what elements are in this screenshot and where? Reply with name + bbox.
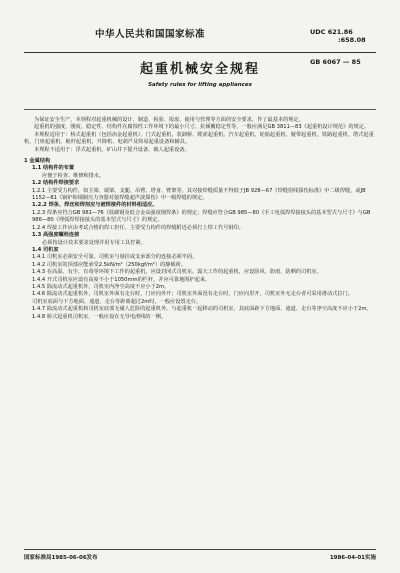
clause-text: 1.4.2 司机室的顶部应能承受2.5kN/m²（250kgf/m²）的静载荷。 xyxy=(32,261,186,268)
intro-paragraph: 为保证安全生产，本规程对起重机械的设计、制造、检验、报废、使用与管理等方面的安全要求，作了最基本的规定。 xyxy=(34,117,304,123)
top-rule xyxy=(24,52,376,53)
udc-code xyxy=(310,28,376,44)
footer-rule xyxy=(24,549,376,550)
clause-text: 1.2.4 焊接工作应由考试合格的焊工担任。主要受力构件的焊缝附近必须打上焊工代号钢印。 xyxy=(32,224,244,231)
document-subtitle: Safety rules for lifting appliances xyxy=(148,82,252,88)
standard-org-header: 中华人民共和国国家标准 xyxy=(95,29,206,40)
title-rule xyxy=(24,109,376,110)
intro-paragraph: 本规程不适用于：浮式起重机、矿山井下提升设备、载人起重设备。 xyxy=(34,146,190,153)
clause-text: 1.4.4 开式司机室应设有高度不小于1050mm的栏杆，并应可靠地围护起来。 xyxy=(32,276,211,283)
clause-text: 1.2.2 焊条、焊丝和焊剂应与被焊接件的材料相适应。 xyxy=(32,202,158,209)
intro-paragraph: 本规程适用于：桥式起重机（包括冶金起重机）、门式起重机、装卸桥、缆索起重机、汽车起重机、轮胎起重机、履带起重机、铁路起重机、塔式起重机、门座起重机、桅杆起重机、升降机、电葫芦及简易起重设备和辅具。 xyxy=(24,131,374,146)
clause-text: 1.4.3 在高温、有尘、有毒等环境下工作的起重机，应设封闭式司机室。露天工作的起重机，应设防风、防雨、防晒的司机室。 xyxy=(32,269,322,276)
intro-paragraph: 起重机的强度、刚度、稳定性、结构件在腐蚀性工作环境下的最小尺寸、抗倾覆稳定性等，一般应满足GB 3811—83《起重机设计规范》的规定。 xyxy=(34,124,370,131)
udc-line-2: :658.08 xyxy=(338,36,366,44)
clause-text: 1.4.6 除流动式起重机外，司机室外面有走台时，门应向外开；司机室外面没有走台时，门应向里开。司机室外无走台者可采用滑动式拉门。 xyxy=(32,291,353,298)
effective-date: 1986-04-01实施 xyxy=(329,555,376,561)
clause-heading: 1.2 结构件焊接要求 xyxy=(32,180,80,187)
section-heading: 1 金属结构 xyxy=(24,158,51,165)
clause-heading: 1.4 司机室 xyxy=(32,246,59,253)
clause-heading: 1.1 结构件的布置 xyxy=(32,165,75,172)
clause-text: 司机室底面与下方地面、通道、走台等距离超过2m时，一般应设置走台。 xyxy=(32,298,202,305)
udc-line-1: UDC 621.86 xyxy=(310,28,353,36)
clause-text: 1.4.1 司机室必须安全可靠。司机室与悬挂或支承部分的连接必须牢固。 xyxy=(32,254,198,261)
clause-text: 1.2.1 主要受力构件，如主梁、端梁、支腿、吊臂、塔身、臂架等，其对接焊缝质量不得低于JB 928—67《焊缝射线探伤标准》中二级焊缝，或JB 1152—81《锅炉和钢制压力容器对接焊缝超声波探伤》中一级焊缝的规定。 xyxy=(32,187,366,202)
clause-text: 1.2.3 焊条应符合GB 981—76《低碳钢及低合金高强度钢焊条》的规定；焊缝应符合GB 985—80《手工电弧焊焊接接头的基本型式与尺寸》与GB 986—80《埋弧焊焊接接头的基本型式与尺寸》的规定。 xyxy=(32,209,371,224)
gb-number: GB 6067 — 85 xyxy=(310,58,361,66)
document-body xyxy=(24,117,376,321)
document-title: 起重机械安全规程 xyxy=(139,62,260,77)
clause-text: 应便于检查、维修和排水。 xyxy=(42,172,105,179)
clause-text: 1.4.5 除流动式起重机外，司机室内净空高度不应小于2m。 xyxy=(32,283,170,290)
clause-text: 必须按设计技术要求处理并用专用工具拧紧。 xyxy=(42,239,146,246)
issue-date: 国家标准局1985-06-06发布 xyxy=(24,555,98,561)
clause-text: 1.4.8 桥式起重机司机室，一般应设在无导电滑线的一侧。 xyxy=(32,313,167,320)
clause-text: 1.4.7 除流动式起重机和司机室底部无碰人危险的起重机外，与起重机一起移动的司机室，其底面距下方地面、通道、走台等净空高度不应小于2m。 xyxy=(32,306,372,313)
clause-heading: 1.3 高强度螺栓连接 xyxy=(32,232,80,239)
